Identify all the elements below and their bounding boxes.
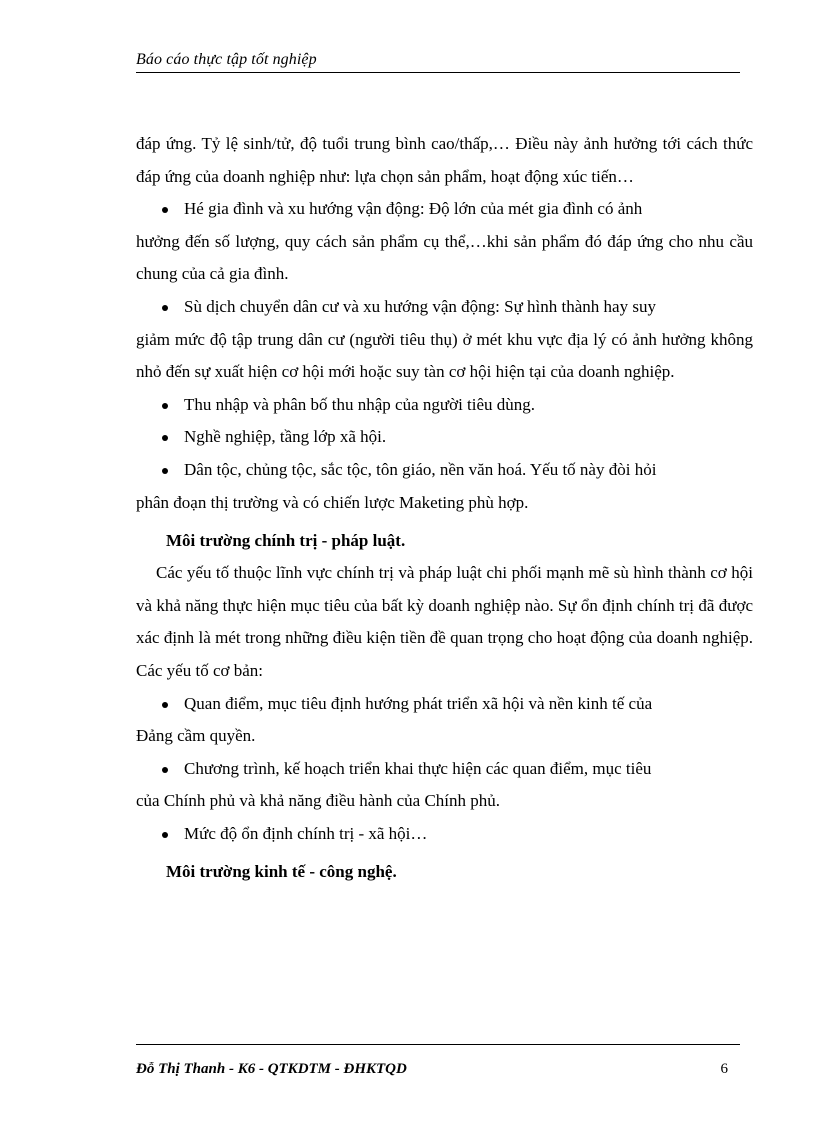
bullet-continuation: Đảng cầm quyền. bbox=[136, 726, 256, 746]
bullet-first-line: Mức độ ổn định chính trị - xã hội… bbox=[184, 823, 428, 843]
section-heading-politics: Môi trường chính trị - pháp luật. bbox=[166, 531, 406, 551]
bullet-first-line: Nghề nghiệp, tầng lớp xã hội. bbox=[184, 427, 387, 447]
bullet-dot-icon bbox=[162, 468, 168, 474]
bullet-item bbox=[136, 454, 753, 519]
page-number: 6 bbox=[720, 1061, 728, 1077]
bullet-item bbox=[136, 688, 753, 753]
intro-paragraph: đáp ứng. Tỷ lệ sinh/tử, độ tuổi trung bình cao/thấp,… Điều này ảnh hưởng tới cách thức đáp ứng của doanh nghiệp như: lựa chọn sản phẩm, hoạt động xúc tiến… bbox=[136, 134, 753, 186]
bullet-item bbox=[136, 421, 753, 454]
bullet-first-line: Hé gia đình và xu hướng vận động: Độ lớn của mét gia đình có ảnh bbox=[184, 199, 643, 219]
bullet-first-line: Thu nhập và phân bố thu nhập của người tiêu dùng. bbox=[184, 394, 536, 414]
page-content bbox=[136, 128, 753, 888]
bullet-continuation: của Chính phủ và khả năng điều hành của Chính phủ. bbox=[136, 791, 501, 811]
page-footer bbox=[136, 1044, 740, 1077]
bullet-first-line: Quan điểm, mục tiêu định hướng phát triển xã hội và nền kinh tế của bbox=[184, 693, 653, 713]
politics-paragraph: Các yếu tố thuộc lĩnh vực chính trị và pháp luật chi phối mạnh mẽ sù hình thành cơ hội và khả năng thực hiện mục tiêu của bất kỳ doanh nghiệp nào. Sự ổn định chính trị đã được xác định là mét trong những điều kiện tiền đề quan trọng cho hoạt động của doanh nghiệp. Các yếu tố cơ bản: bbox=[136, 563, 753, 680]
bullet-item bbox=[136, 818, 753, 851]
bullet-continuation: giảm mức độ tập trung dân cư (người tiêu thụ) ở mét khu vực địa lý có ảnh hưởng không nhỏ đến sự xuất hiện cơ hội mới hoặc suy tàn cơ hội hiện tại của doanh nghiệp. bbox=[136, 329, 753, 382]
bullet-first-line: Dân tộc, chủng tộc, sắc tộc, tôn giáo, nền văn hoá. Yếu tố này đòi hỏi bbox=[184, 459, 657, 479]
section-heading-economy: Môi trường kinh tế - công nghệ. bbox=[166, 862, 397, 882]
bullet-dot-icon bbox=[162, 305, 168, 311]
bullet-item bbox=[136, 291, 753, 389]
bullet-item bbox=[136, 389, 753, 422]
bullet-item bbox=[136, 753, 753, 818]
bullet-continuation: hưởng đến số lượng, quy cách sản phẩm cụ thể,…khi sản phẩm đó đáp ứng cho nhu cầu chung của cả gia đình. bbox=[136, 231, 753, 284]
bullet-dot-icon bbox=[162, 767, 168, 773]
page-header bbox=[136, 50, 740, 73]
bullet-dot-icon bbox=[162, 832, 168, 838]
bullet-dot-icon bbox=[162, 702, 168, 708]
bullet-continuation: phân đoạn thị trường và có chiến lược Maketing phù hợp. bbox=[136, 492, 529, 512]
bullet-dot-icon bbox=[162, 403, 168, 409]
header-title: Báo cáo thực tập tốt nghiệp bbox=[136, 51, 317, 68]
bullet-first-line: Sù dịch chuyển dân cư và xu hướng vận động: Sự hình thành hay suy bbox=[184, 296, 656, 316]
footer-author: Đỗ Thị Thanh - K6 - QTKDTM - ĐHKTQD bbox=[136, 1061, 407, 1077]
bullet-first-line: Chương trình, kế hoạch triển khai thực hiện các quan điểm, mục tiêu bbox=[184, 758, 652, 778]
bullet-item bbox=[136, 193, 753, 291]
